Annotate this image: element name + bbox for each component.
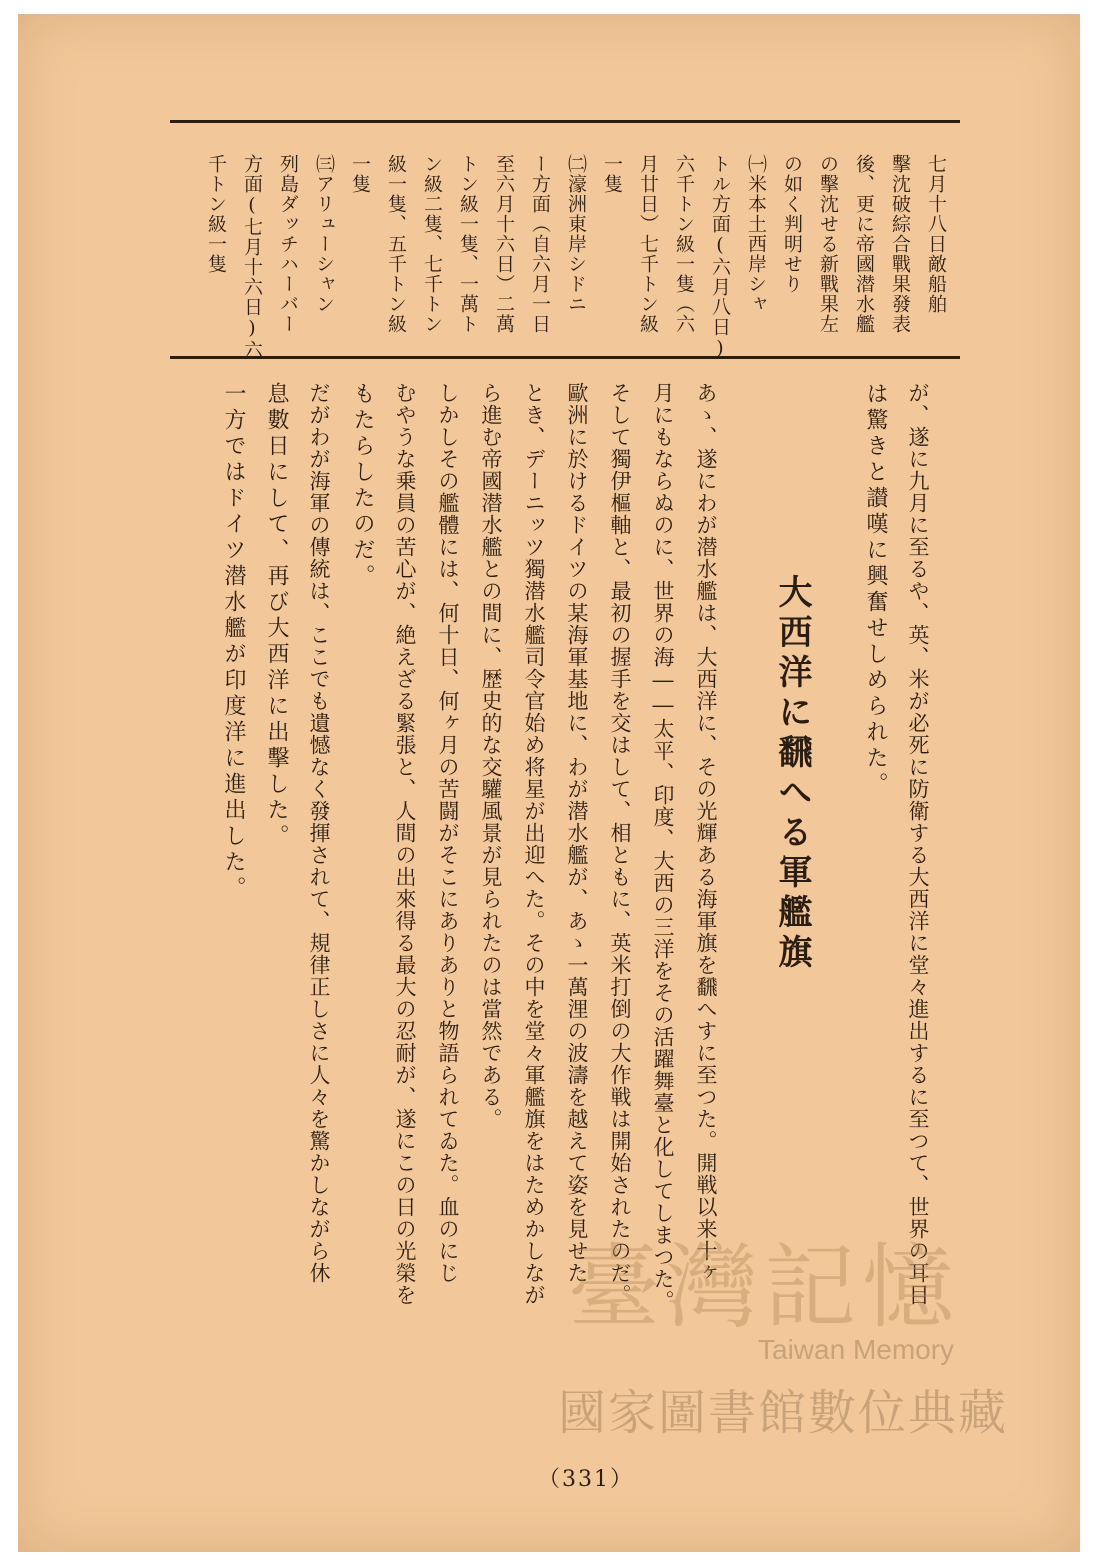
- sidebox-line: ㈠米本土西岸シャ: [745, 154, 767, 314]
- sidebox-line: 一隻: [349, 154, 371, 194]
- body-line: は驚きと讃嘆に興奮せしめられた。: [863, 382, 888, 798]
- body-line: 歐洲に於けるドイツの某海軍基地に、わが潜水艦が、あゝ一萬浬の波濤を越えて姿を見せた: [565, 382, 589, 1284]
- sidebox-line: 七月十八日敵船舶: [925, 154, 947, 314]
- sidebox-line: 六千トン級一隻（六: [673, 154, 695, 334]
- sidebox-line: 千トン級一隻: [205, 154, 227, 274]
- sidebox-line: 後、更に帝國潜水艦: [853, 154, 875, 334]
- sidebox-line: ー方面（自六月一日: [529, 154, 551, 334]
- sidebox-line: トン級一隻、一萬ト: [457, 154, 479, 334]
- sidebox-line: 擊沈破綜合戰果發表: [889, 154, 911, 334]
- watermark: [548, 1214, 1068, 1464]
- sidebox-top-rule: [170, 120, 960, 123]
- sidebox-bottom-rule: [170, 356, 960, 359]
- sidebox-line: の如く判明せり: [781, 154, 803, 294]
- sidebox-line: 方面(七月十六日)六: [241, 154, 263, 360]
- body-line: ら進む帝國潜水艦との間に、歴史的な交驩風景が見られたのは當然である。: [479, 382, 503, 1130]
- page: [18, 14, 1080, 1552]
- sidebox-line: トル方面(六月八日): [709, 154, 731, 360]
- watermark-subtitle: Taiwan Memory: [758, 1334, 955, 1365]
- sidebox-line: 列島ダッチハーバー: [277, 154, 299, 334]
- sidebox-line: 級一隻、五千トン級: [385, 154, 407, 334]
- sidebox-line: ㈡濠洲東岸シドニ: [565, 154, 587, 314]
- body-line: あゝ、遂にわが潜水艦は、大西洋に、その光輝ある海軍旗を飜へすに至つた。開戦以来十ヶ: [694, 382, 718, 1284]
- sidebox-line: 月廿日）七千トン級: [637, 154, 659, 334]
- sidebox-line: 一隻: [601, 154, 623, 194]
- page-number: （331）: [538, 1467, 634, 1492]
- body-line: 月にもならぬのに、世界の海――太平、印度、大西の三洋をその活躍舞臺と化してしまつた。: [651, 382, 675, 1312]
- body-line: 一方ではドイツ潜水艦が印度洋に進出した。: [221, 382, 246, 902]
- sidebox-line: ㈢アリューシャン: [313, 154, 335, 314]
- body-line: もたらしたのだ。: [350, 382, 375, 590]
- section-heading: 大西洋に飜へる軍艦旗: [772, 574, 812, 974]
- body-line: とき、デーニッツ獨潜水艦司令官始め将星が出迎へた。その中を堂々軍艦旗をはためかしなが: [522, 382, 546, 1306]
- body-line: しかしその艦體には、何十日、何ヶ月の苦闘がそこにありありと物語られてゐた。血のにじ: [436, 382, 460, 1284]
- sidebox-line: 至六月十六日）二萬: [493, 154, 515, 334]
- watermark-organization: 國家圖書館數位典藏: [558, 1387, 1009, 1440]
- sidebox-line: の擊沈せる新戰果左: [817, 154, 839, 334]
- body-line: そして獨伊樞軸と、最初の握手を交はして、相ともに、英米打倒の大作戦は開始されたのだ。: [608, 382, 632, 1306]
- watermark-title: 臺灣記憶: [568, 1234, 961, 1341]
- sidebox-line: ン級二隻、七千トン: [421, 154, 443, 334]
- body-line: 息數日にして、再び大西洋に出擊した。: [264, 382, 289, 850]
- body-line: が、遂に九月に至るや、英、米が必死に防衛する大西洋に堂々進出するに至つて、世界の耳目: [906, 382, 930, 1306]
- body-line: むやうな乗員の苦心が、絶えざる緊張と、人間の出來得る最大の忍耐が、遂にこの日の光榮を: [393, 382, 417, 1306]
- body-line: だがわが海軍の傳統は、ここでも遺憾なく發揮されて、規律正しさに人々を驚かしながら休: [307, 382, 331, 1284]
